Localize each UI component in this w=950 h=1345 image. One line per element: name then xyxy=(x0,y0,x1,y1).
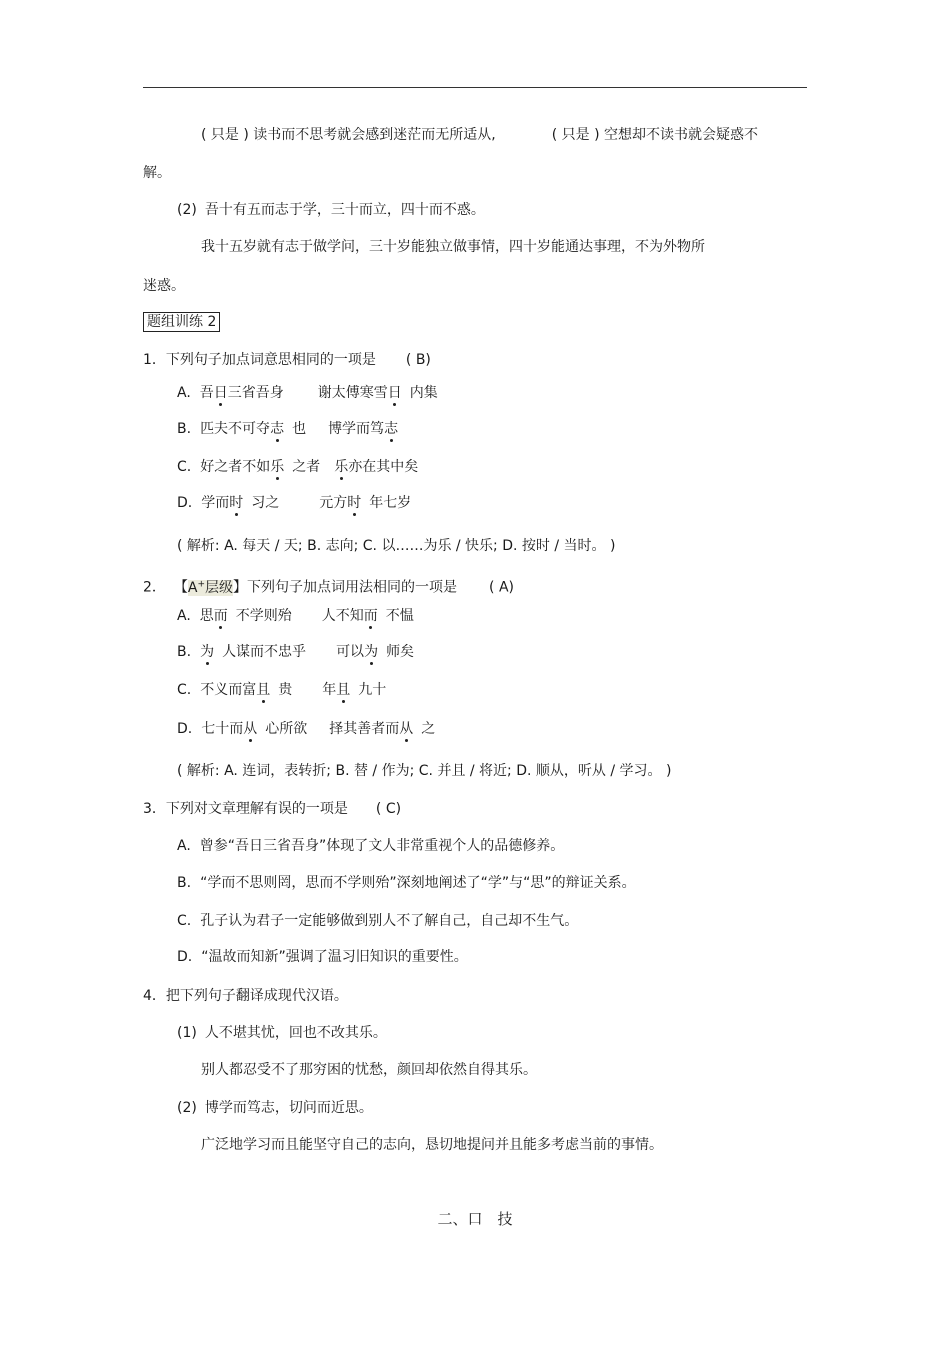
translation-line xyxy=(201,126,758,144)
option-label: B. xyxy=(177,421,192,437)
option-text: 人不知 xyxy=(321,608,364,624)
option-text: 不学则殆 xyxy=(235,608,292,624)
option-text: 人谋而不忠乎 xyxy=(222,644,307,660)
option-text: 曾参“吾日三省吾身”体现了文人非常重视个人的品德修养。 xyxy=(199,838,565,854)
item-number: (2) xyxy=(177,202,197,218)
option-text: 三省吾身 xyxy=(227,385,284,401)
question-stem: 4．把下列句子翻译成现代汉语。 xyxy=(143,988,348,1004)
item-text: 吾十有五而志于学，三十而立，四十而不惑。 xyxy=(204,202,485,218)
section-title xyxy=(143,313,220,331)
translation-part: ( 只是 ) 空想却不读书就会疑惑不 xyxy=(551,127,759,143)
item-text: 人不堪其忧，回也不改其乐。 xyxy=(204,1025,387,1041)
item-line xyxy=(177,201,485,219)
option-text: 不义而富 xyxy=(200,682,257,698)
option-text: 师矣 xyxy=(386,644,415,660)
bracket: 【 xyxy=(173,579,188,596)
section-title-box: 题组训练 2 xyxy=(143,312,220,332)
option-label: B. xyxy=(177,875,192,891)
translation-line xyxy=(201,1136,663,1154)
dotted-word: 从 xyxy=(399,721,414,737)
option-text: 年 xyxy=(322,682,337,698)
option-d xyxy=(177,494,411,512)
option-text: 亦在其中矣 xyxy=(348,459,419,475)
option-text: 择其善者而 xyxy=(329,721,400,737)
translation-line xyxy=(201,238,705,256)
option-text: 之者 xyxy=(292,459,321,475)
item-line xyxy=(177,1024,387,1042)
analysis-line xyxy=(177,762,671,780)
dotted-word: 为 xyxy=(200,644,215,660)
option-label: C. xyxy=(177,682,192,698)
option-text: 吾 xyxy=(199,385,214,401)
analysis-text: ( 解析: A. 连词，表转折; B. 替 / 作为; C. 并且 / 将近; D. 顺从，听从 / 学习。 ) xyxy=(177,763,672,779)
question-answer: ( C) xyxy=(375,801,402,817)
item-number: (2) xyxy=(177,1100,197,1116)
option-text: 孔子认为君子一定能够做到别人不了解自己，自己却不生气。 xyxy=(200,913,579,929)
option-text: 元方 xyxy=(319,495,348,511)
dotted-word: 而 xyxy=(213,608,228,624)
option-c xyxy=(177,681,386,699)
dotted-word: 从 xyxy=(243,721,258,737)
translation-part: 我十五岁就有志于做学问，三十岁能独立做事情，四十岁能通达事理，不为外物所 xyxy=(201,239,705,255)
question-stem: 下列句子加点词用法相同的一项是 xyxy=(247,579,458,596)
dotted-word: 而 xyxy=(363,608,378,624)
dotted-word: 志 xyxy=(384,421,399,437)
option-d xyxy=(177,720,435,738)
option-text: 不愠 xyxy=(385,608,414,624)
dotted-word: 时 xyxy=(229,495,244,511)
option-a xyxy=(177,837,564,855)
next-section-title xyxy=(0,1210,950,1228)
option-label: A. xyxy=(177,385,191,401)
option-text: 匹夫不可夺 xyxy=(200,421,271,437)
header-rule xyxy=(143,87,807,88)
option-text: “学而不思则罔，思而不学则殆”深刻地阐述了“学”与“思”的辩证关系。 xyxy=(200,875,636,891)
option-c xyxy=(177,912,578,930)
question-number: 2． xyxy=(143,579,166,596)
translation-line xyxy=(201,1061,537,1079)
option-text: 心所欲 xyxy=(265,721,308,737)
option-c xyxy=(177,458,418,476)
option-label: D. xyxy=(177,495,193,511)
option-text: 内集 xyxy=(409,385,438,401)
bracket: 】 xyxy=(233,579,248,596)
question-stem: 3．下列对文章理解有误的一项是 xyxy=(143,801,348,817)
next-section-title-text: 二、口 技 xyxy=(437,1210,513,1228)
option-text: 九十 xyxy=(358,682,387,698)
translation-part: ( 只是 ) 读书而不思考就会感到迷茫而无所适从, xyxy=(201,127,496,143)
translation-part: 迷惑。 xyxy=(143,278,185,294)
option-b xyxy=(177,420,398,438)
option-text: 也 xyxy=(292,421,307,437)
translation-part: 别人都忍受不了那穷困的忧愁，颜回却依然自得其乐。 xyxy=(201,1062,537,1078)
option-text: 学而 xyxy=(201,495,230,511)
option-label: B. xyxy=(177,644,192,660)
option-a xyxy=(177,607,414,625)
option-text: 可以 xyxy=(336,644,365,660)
item-line xyxy=(177,1099,373,1117)
option-label: D. xyxy=(177,949,193,965)
item-number: (1) xyxy=(177,1025,197,1041)
translation-line xyxy=(143,277,185,295)
option-text: 思 xyxy=(199,608,214,624)
dotted-word: 乐 xyxy=(270,459,285,475)
question-4 xyxy=(143,987,348,1005)
translation-part: 广泛地学习而且能坚守自己的志向，恳切地提问并且能多考虑当前的事情。 xyxy=(201,1137,663,1153)
dotted-word: 且 xyxy=(336,682,351,698)
dotted-word: 乐 xyxy=(334,459,349,475)
dotted-word: 时 xyxy=(347,495,362,511)
option-text: 年七岁 xyxy=(369,495,412,511)
option-label: D. xyxy=(177,721,193,737)
option-d xyxy=(177,948,468,966)
dotted-word: 志 xyxy=(270,421,285,437)
dotted-word: 日 xyxy=(213,385,228,401)
analysis-text: ( 解析: A. 每天 / 天; B. 志向; C. 以……为乐 / 快乐; D. 按时 / 当时。 ) xyxy=(177,538,616,554)
option-text: 习之 xyxy=(251,495,280,511)
level-base: A xyxy=(187,579,198,596)
question-stem: 1．下列句子加点词意思相同的一项是 xyxy=(143,352,376,368)
question-1 xyxy=(143,351,431,369)
dotted-word: 日 xyxy=(387,385,402,401)
dotted-word: 为 xyxy=(364,644,379,660)
option-label: A. xyxy=(177,838,191,854)
option-text: 贵 xyxy=(278,682,293,698)
option-b xyxy=(177,643,414,661)
analysis-line xyxy=(177,537,615,555)
option-text: “温故而知新”强调了温习旧知识的重要性。 xyxy=(201,949,468,965)
option-text: 博学而笃 xyxy=(328,421,385,437)
dotted-word: 且 xyxy=(256,682,271,698)
item-text: 博学而笃志，切问而近思。 xyxy=(204,1100,373,1116)
option-a xyxy=(177,384,438,402)
option-b xyxy=(177,874,636,892)
option-text: 好之者不如 xyxy=(200,459,271,475)
option-text: 之 xyxy=(421,721,436,737)
question-answer: ( B) xyxy=(405,352,431,368)
option-label: C. xyxy=(177,913,192,929)
level-sup: + xyxy=(197,579,206,589)
translation-part: 解。 xyxy=(143,165,171,181)
translation-line xyxy=(143,164,171,182)
option-text: 七十而 xyxy=(201,721,244,737)
question-3 xyxy=(143,800,401,818)
question-answer: ( A) xyxy=(489,579,514,596)
question-2 xyxy=(143,575,514,597)
option-label: A. xyxy=(177,608,191,624)
level-text: 层级 xyxy=(205,579,234,596)
option-text: 谢太傅寒雪 xyxy=(317,385,388,401)
level-badge xyxy=(188,580,233,596)
option-label: C. xyxy=(177,459,192,475)
